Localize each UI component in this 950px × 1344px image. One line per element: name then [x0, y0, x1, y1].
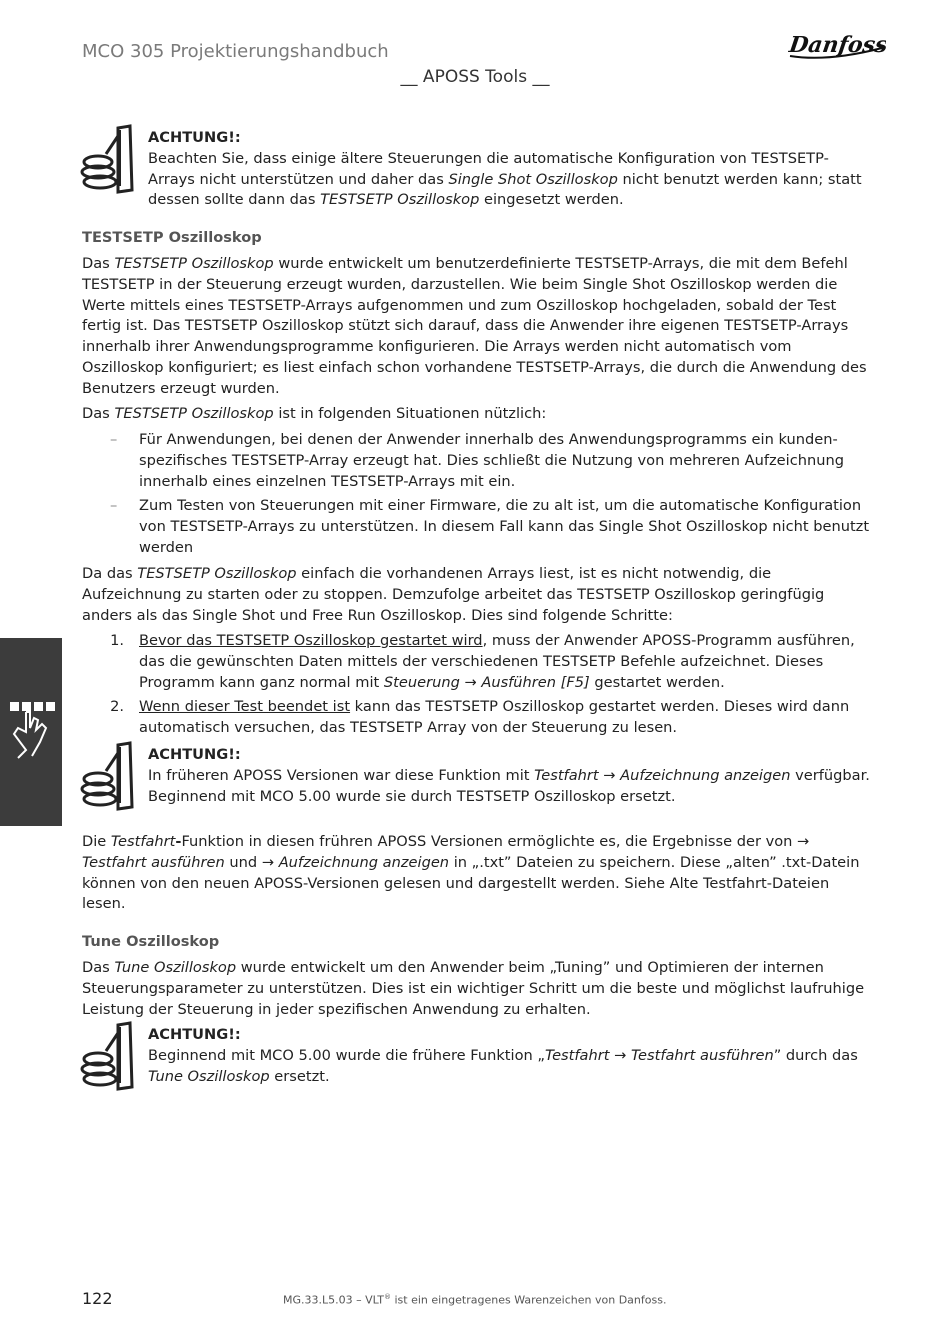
heading-testsetp-oszilloskop: TESTSETP Oszilloskop	[82, 229, 262, 246]
list-number: 2.	[110, 698, 124, 716]
hand-note-icon	[80, 124, 134, 196]
paragraph: Das TESTSETP Oszilloskop ist in folgenden Situationen nützlich:	[82, 405, 547, 422]
list-item: – Für Anwendungen, bei denen der Anwender innerhalb des Anwendungsprogramms ein kunden-spezifisches TESTSETP-Array erzeugt hat. Dies schließt die Nutzung von mehreren Aufzeichnung innerhalb eines einzelnen TESTSETP-Arrays mit ein.	[110, 431, 844, 490]
section-title: __ APOSS Tools __	[400, 67, 550, 87]
note-achtung-1	[80, 128, 875, 211]
list-item: 2. Wenn dieser Test beendet ist kann das TESTSETP Oszilloskop gestartet werden. Dieses wird dann automatisch versuchen, das TESTSETP Array von der Steuerung zu lesen.	[82, 697, 872, 739]
paragraph: Da das TESTSETP Oszilloskop einfach die vorhandenen Arrays liest, ist es nicht notwendig, die Aufzeichnung zu starten oder zu stoppen. Demzufolge arbeitet das TESTSETP Oszilloskop geringfügig anders als das Single Shot und Free Run Oszilloskop. Dies sind folgende Schritte:	[82, 565, 825, 624]
paragraph: Die Testfahrt-Funktion in diesen frühren APOSS Versionen ermöglichte es, die Ergebnisse der von → Testfahrt ausführen und → Aufzeichnung anzeigen in „.txt” Dateien zu speichern. Diese „alten” .txt-Datein können von den neuen APOSS-Versionen gelesen und dargestellt werden. Siehe Alte Testfahrt-Dateien lesen.	[82, 833, 860, 913]
hand-note-icon	[80, 741, 134, 813]
dash-icon: –	[110, 497, 118, 515]
note-achtung-3	[80, 1025, 875, 1087]
page-number: 122	[82, 1289, 113, 1308]
note-achtung-2	[80, 745, 875, 807]
logo-text: Danfoss	[788, 32, 886, 58]
danfoss-logo	[788, 26, 886, 62]
footer-text: MG.33.L5.03 – VLT® ist ein eingetragenes Warenzeichen von Danfoss.	[283, 1293, 667, 1307]
danfoss-logo-mark	[788, 26, 886, 62]
bullet-list	[82, 430, 872, 559]
paragraph: Das TESTSETP Oszilloskop wurde entwickelt um benutzerdefinierte TESTSETP-Arrays, die mit dem Befehl TESTSETP in der Steuerung erzeugt wurden, darzustellen. Wie beim Single Shot Oszilloskop werden die Werte mittels eines TESTSETP-Arrays aufgenommen und zum Oszilloskop hochgeladen, sobald der Test fertig ist. Das TESTSETP Oszilloskop stützt sich darauf, dass die Anwender ihre eigenen TESTSETP-Arrays innerhalb ihrer Anwendungsprogramme konfigurieren. Die Arrays werden nicht automatisch vom Oszilloskop konfiguriert; es liest einfach schon vorhandene TESTSETP-Arrays, die durch die Anwendung des Benutzers erzeugt wurden.	[82, 255, 867, 397]
note-heading: ACHTUNG!:	[148, 1026, 241, 1043]
note-text: Beachten Sie, dass einige ältere Steuerungen die automatische Konfiguration von TESTSETP-Arrays nicht unterstützen und daher das Single Shot Oszilloskop nicht benutzt werden kann; statt dessen sollte dann das TESTSETP Oszilloskop eingesetzt werden.	[148, 149, 862, 209]
note-heading: ACHTUNG!:	[148, 746, 241, 763]
list-number: 1.	[110, 632, 124, 649]
document-title: MCO 305 Projektierungshandbuch	[82, 41, 389, 62]
heading-tune-oszilloskop: Tune Oszilloskop	[82, 933, 220, 950]
list-item: 1. Bevor das TESTSETP Oszilloskop gestartet wird, muss der Anwender APOSS-Programm ausführen, das die gewünschten Daten mittels der verschiedenen TESTSETP Befehle aufzeichnet. Dieses Programm kann ganz normal mit Steuerung → Ausführen [F5] gestartet werden.	[82, 631, 872, 693]
dash-icon: –	[110, 431, 118, 448]
numbered-list	[82, 631, 872, 739]
list-item: – Zum Testen von Steuerungen mit einer Firmware, die zu alt ist, um die automatische Konfiguration von TESTSETP-Arrays zu unterstützen. In diesem Fall kann das Single Shot Oszilloskop nicht benutzt werden	[110, 497, 870, 556]
note-heading: ACHTUNG!:	[148, 129, 241, 146]
chapter-tab	[0, 638, 62, 826]
pointing-hand-icon	[8, 698, 56, 762]
note-text: In früheren APOSS Versionen war diese Funktion mit Testfahrt → Aufzeichnung anzeigen verfügbar. Beginnend mit MCO 5.00 wurde sie durch TESTSETP Oszilloskop ersetzt.	[148, 766, 870, 805]
note-text: Beginnend mit MCO 5.00 wurde die frühere Funktion „Testfahrt → Testfahrt ausführen” durch das Tune Oszilloskop ersetzt.	[148, 1046, 858, 1085]
hand-note-icon	[80, 1021, 134, 1093]
paragraph: Das Tune Oszilloskop wurde entwickelt um den Anwender beim „Tuning” und Optimieren der internen Steuerungsparameter zu unterstützen. Dies ist ein wichtiger Schritt um die beste und möglichst laufruhige Leistung der Steuerung in jeder spezifischen Anwendung zu erhalten.	[82, 959, 865, 1018]
